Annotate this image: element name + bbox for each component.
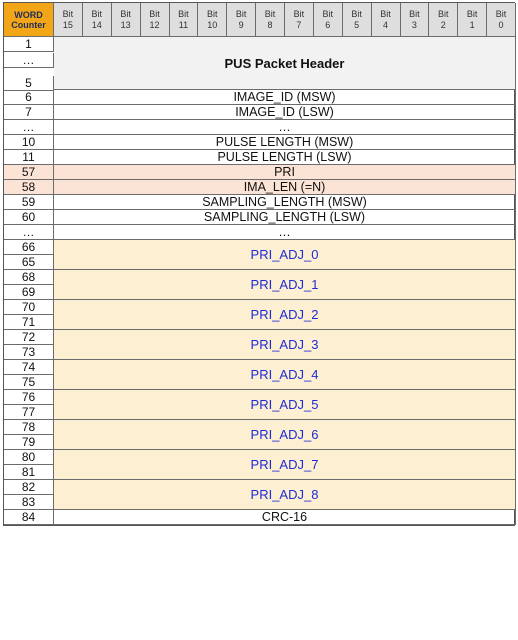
bit-header-number: 11 — [178, 19, 189, 30]
word-counter-header-line1: WORD — [14, 9, 43, 20]
word-counter-cell: … — [4, 53, 54, 68]
field-cell: PRI — [54, 165, 516, 180]
word-counter-cell: 83 — [4, 495, 54, 510]
bit-header-13 — [112, 3, 141, 37]
word-counter-cell: 74 — [4, 360, 54, 375]
bit-header-label: Bit — [495, 8, 507, 19]
bit-header-label: Bit — [351, 8, 362, 19]
bit-header-label: Bit — [264, 8, 276, 19]
bit-header-11 — [170, 3, 199, 37]
word-counter-cell: 58 — [4, 180, 54, 195]
field-cell: SAMPLING_LENGTH (LSW) — [54, 210, 516, 225]
field-cell: IMA_LEN (=N) — [54, 180, 516, 195]
bit-header-number: 10 — [207, 19, 218, 30]
bit-header-label: Bit — [235, 8, 247, 19]
bit-header-number: 4 — [383, 19, 389, 30]
bit-header-label: Bit — [409, 8, 420, 19]
pri-adj-cell: PRI_ADJ_5 — [54, 390, 516, 420]
bit-header-label: Bit — [207, 8, 218, 19]
word-counter-cell: 77 — [4, 405, 54, 420]
bit-header-number: 15 — [62, 19, 73, 30]
field-cell: SAMPLING_LENGTH (MSW) — [54, 195, 516, 210]
pri-adj-cell: PRI_ADJ_6 — [54, 420, 516, 450]
word-counter-header-line2: Counter — [11, 19, 46, 30]
word-counter-cell: 65 — [4, 255, 54, 270]
bit-header-number: 1 — [469, 19, 475, 30]
bit-header-7 — [285, 3, 314, 37]
field-cell: IMAGE_ID (MSW) — [54, 90, 516, 105]
word-counter-cell: 81 — [4, 465, 54, 480]
bit-header-label: Bit — [178, 8, 189, 19]
field-cell: … — [54, 225, 516, 240]
pri-adj-cell: PRI_ADJ_7 — [54, 450, 516, 480]
field-cell: IMAGE_ID (LSW) — [54, 105, 516, 120]
table-grid — [3, 2, 515, 526]
bit-header-number: 14 — [91, 19, 102, 30]
bit-header-1 — [458, 3, 487, 37]
word-counter-cell: 5 — [4, 76, 54, 91]
bit-header-6 — [314, 3, 343, 37]
pri-adj-cell: PRI_ADJ_8 — [54, 480, 516, 510]
word-counter-cell: 69 — [4, 285, 54, 300]
word-counter-cell: 60 — [4, 210, 54, 225]
word-counter-cell: 75 — [4, 375, 54, 390]
word-counter-cell: 79 — [4, 435, 54, 450]
bit-header-12 — [141, 3, 170, 37]
bit-header-3 — [401, 3, 430, 37]
pri-adj-cell: PRI_ADJ_4 — [54, 360, 516, 390]
word-counter-cell: 57 — [4, 165, 54, 180]
bit-header-label: Bit — [466, 8, 478, 19]
word-counter-cell: 78 — [4, 420, 54, 435]
bit-header-label: Bit — [91, 8, 103, 19]
pri-adj-cell: PRI_ADJ_1 — [54, 270, 516, 300]
word-counter-cell: 1 — [4, 37, 54, 52]
bit-header-0 — [487, 3, 516, 37]
bit-header-5 — [343, 3, 372, 37]
word-counter-cell: 7 — [4, 105, 54, 120]
word-counter-cell: 70 — [4, 300, 54, 315]
word-counter-cell: 6 — [4, 90, 54, 105]
pri-adj-cell: PRI_ADJ_0 — [54, 240, 516, 270]
bit-header-9 — [227, 3, 256, 37]
bit-header-number: 8 — [267, 19, 273, 30]
bit-header-number: 5 — [354, 19, 360, 30]
word-counter-cell: 72 — [4, 330, 54, 345]
word-counter-header — [4, 3, 54, 37]
bit-header-label: Bit — [149, 8, 160, 19]
word-counter-cell: 73 — [4, 345, 54, 360]
bit-header-15 — [54, 3, 83, 37]
word-counter-cell: 59 — [4, 195, 54, 210]
word-counter-cell: 80 — [4, 450, 54, 465]
word-counter-cell: 84 — [4, 510, 54, 525]
bit-header-label: Bit — [120, 8, 131, 19]
word-counter-cell: 11 — [4, 150, 54, 165]
word-counter-cell: 68 — [4, 270, 54, 285]
bit-header-number: 2 — [440, 19, 446, 30]
bit-header-8 — [256, 3, 285, 37]
pus-packet-header-cell: PUS Packet Header — [54, 37, 516, 90]
bit-header-number: 3 — [411, 19, 417, 30]
bit-header-number: 0 — [498, 19, 504, 30]
bit-header-label: Bit — [322, 8, 334, 19]
bit-header-number: 7 — [296, 19, 302, 30]
bit-header-4 — [372, 3, 401, 37]
bit-header-label: Bit — [380, 8, 391, 19]
bit-header-number: 12 — [149, 19, 160, 30]
bit-header-10 — [198, 3, 227, 37]
word-counter-cell: 10 — [4, 135, 54, 150]
field-cell: PULSE LENGTH (MSW) — [54, 135, 516, 150]
word-counter-cell: … — [4, 225, 54, 240]
bit-header-label: Bit — [62, 8, 74, 19]
bit-header-2 — [429, 3, 458, 37]
pri-adj-cell: PRI_ADJ_2 — [54, 300, 516, 330]
bit-header-label: Bit — [438, 8, 449, 19]
pri-adj-cell: PRI_ADJ_3 — [54, 330, 516, 360]
word-counter-cell: 71 — [4, 315, 54, 330]
word-counter-cell: … — [4, 120, 54, 135]
bit-header-label: Bit — [293, 8, 305, 19]
bit-header-number: 13 — [120, 19, 131, 30]
word-counter-cell: 82 — [4, 480, 54, 495]
field-cell: PULSE LENGTH (LSW) — [54, 150, 516, 165]
word-counter-cell: 66 — [4, 240, 54, 255]
word-counter-cell: 76 — [4, 390, 54, 405]
bit-header-14 — [83, 3, 112, 37]
field-cell: … — [54, 120, 516, 135]
bit-header-number: 6 — [325, 19, 331, 30]
bit-header-number: 9 — [238, 19, 244, 30]
crc-cell: CRC-16 — [54, 510, 516, 525]
